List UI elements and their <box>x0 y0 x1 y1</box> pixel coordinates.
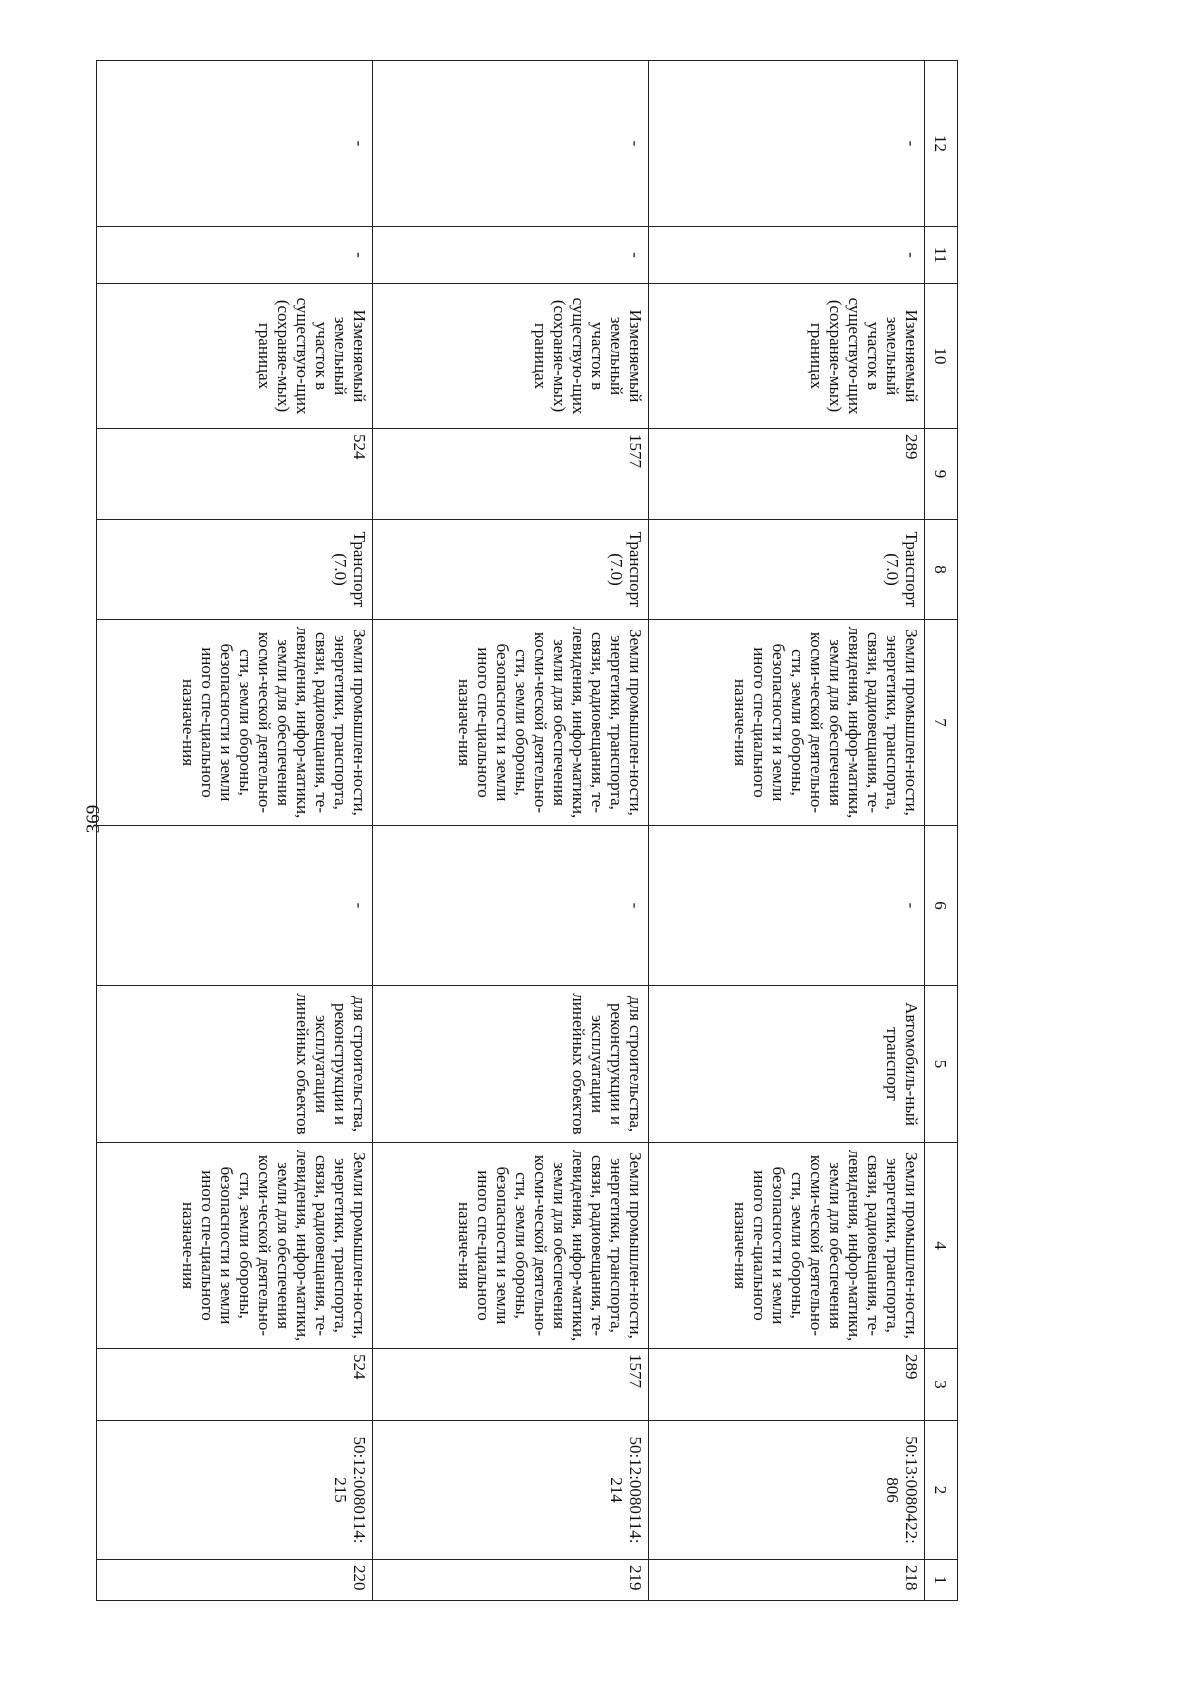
cell-col11: - <box>649 227 925 284</box>
cell-area-new: 1577 <box>373 429 649 520</box>
cell-permitted-use-new: Транспорт (7.0) <box>97 520 373 620</box>
cell-permitted-use-new: Транспорт (7.0) <box>649 520 925 620</box>
column-header: 8 <box>925 520 958 620</box>
cell-col6: - <box>649 826 925 986</box>
cell-permitted-use: Автомобиль-ный транспорт <box>649 986 925 1143</box>
cell-status: Изменяемый земельный участок в существую-щих (сохраняе-мых) границах <box>649 284 925 429</box>
cell-area: 1577 <box>373 1349 649 1421</box>
cell-area-new: 289 <box>649 429 925 520</box>
cell-row-number: 219 <box>373 1560 649 1601</box>
table-row <box>649 61 925 1601</box>
cell-row-number: 220 <box>97 1560 373 1601</box>
cell-permitted-use-new: Транспорт (7.0) <box>373 520 649 620</box>
column-header: 10 <box>925 284 958 429</box>
cell-col6: - <box>373 826 649 986</box>
page-number: 369 <box>83 804 104 834</box>
cell-category: Земли промышлен-ности, энергетики, транспорта, связи, радиовещания, те-левидения, инфор-матики, земли для обеспечения косми-ческой деятельно-сти, земли обороны, безопасности и земли иного спе-циального назначе-ния <box>373 1143 649 1349</box>
cell-area-new: 524 <box>97 429 373 520</box>
cell-row-number: 218 <box>649 1560 925 1601</box>
cell-col11: - <box>97 227 373 284</box>
cell-status: Изменяемый земельный участок в существую-щих (сохраняе-мых) границах <box>97 284 373 429</box>
land-plot-table <box>96 60 958 1601</box>
table-row <box>97 61 373 1601</box>
cell-category-new: Земли промышлен-ности, энергетики, транспорта, связи, радиовещания, те-левидения, инфор-матики, земли для обеспечения косми-ческой деятельно-сти, земли обороны, безопасности и земли иного спе-циального назначе-ния <box>97 620 373 826</box>
column-header: 11 <box>925 227 958 284</box>
cell-cadastral-number: 50:13:0080422: 806 <box>649 1421 925 1560</box>
cell-permitted-use: для строительства, реконструкции и эксплуатации линейных объектов <box>373 986 649 1143</box>
column-header: 9 <box>925 429 958 520</box>
table-row <box>373 61 649 1601</box>
cell-status: Изменяемый земельный участок в существую-щих (сохраняе-мых) границах <box>373 284 649 429</box>
cell-category: Земли промышлен-ности, энергетики, транспорта, связи, радиовещания, те-левидения, инфор-матики, земли для обеспечения косми-ческой деятельно-сти, земли обороны, безопасности и земли иного спе-циального назначе-ния <box>97 1143 373 1349</box>
cell-col6: - <box>97 826 373 986</box>
cell-col11: - <box>373 227 649 284</box>
column-header: 6 <box>925 826 958 986</box>
cell-col12: - <box>373 61 649 227</box>
column-header: 4 <box>925 1143 958 1349</box>
column-header: 1 <box>925 1560 958 1601</box>
cell-area: 289 <box>649 1349 925 1421</box>
cell-category-new: Земли промышлен-ности, энергетики, транспорта, связи, радиовещания, те-левидения, инфор-матики, земли для обеспечения косми-ческой деятельно-сти, земли обороны, безопасности и земли иного спе-циального назначе-ния <box>373 620 649 826</box>
cell-area: 524 <box>97 1349 373 1421</box>
column-number-row <box>925 61 958 1601</box>
cell-col12: - <box>649 61 925 227</box>
column-header: 3 <box>925 1349 958 1421</box>
cell-col12: - <box>97 61 373 227</box>
cell-cadastral-number: 50:12:0080114: 215 <box>97 1421 373 1560</box>
cell-category-new: Земли промышлен-ности, энергетики, транспорта, связи, радиовещания, те-левидения, инфор-матики, земли для обеспечения косми-ческой деятельно-сти, земли обороны, безопасности и земли иного спе-циального назначе-ния <box>649 620 925 826</box>
column-header: 12 <box>925 61 958 227</box>
land-plot-table-rotated <box>96 60 958 1600</box>
column-header: 7 <box>925 620 958 826</box>
cell-permitted-use: для строительства, реконструкции и эксплуатации линейных объектов <box>97 986 373 1143</box>
cell-category: Земли промышлен-ности, энергетики, транспорта, связи, радиовещания, те-левидения, инфор-матики, земли для обеспечения косми-ческой деятельно-сти, земли обороны, безопасности и земли иного спе-циального назначе-ния <box>649 1143 925 1349</box>
column-header: 2 <box>925 1421 958 1560</box>
cell-cadastral-number: 50:12:0080114: 214 <box>373 1421 649 1560</box>
column-header: 5 <box>925 986 958 1143</box>
